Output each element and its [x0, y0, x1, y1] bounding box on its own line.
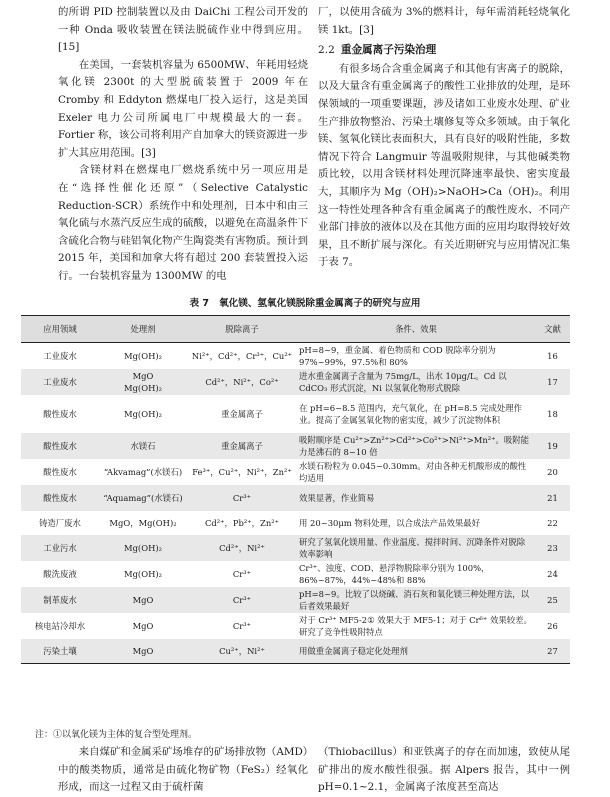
- cell-agent: MgO Mg(OH)₂: [99, 369, 187, 395]
- cell-agent: “Akvamag”(水镁石): [103, 467, 183, 477]
- cell-conditions: 水镁石粉粒为 0.045~0.30mm。对由各种无机酸形成的酸性均适用: [299, 461, 527, 483]
- cell-conditions: 用 20~30μm 物料处理，以合成法产品效果最好: [299, 518, 481, 528]
- bottom-right-column: [318, 744, 570, 797]
- cell-agent: “Aquamag”(水镁石): [99, 485, 187, 511]
- table-row: [21, 587, 570, 613]
- paragraph: 来自煤矿和金属采矿场堆存的矿场排放物（AMD）中的酸类物质，通常是由硫化物矿物（FeS₂）经氧化形成，而这一过程又由于硫杆菌: [58, 746, 308, 794]
- table-header-row: [21, 316, 570, 343]
- bottom-left-column: [58, 744, 308, 797]
- section-number: 2.2: [318, 44, 335, 57]
- cell-conditions: Cr³⁺、浊度、COD、悬浮物脱除率分别为 100%，86%~87%，44%~48%和 88%: [299, 563, 490, 585]
- section-title: 重金属离子污染治理: [340, 44, 437, 57]
- cell-conditions: 对于 Cr³⁺ MF5-2① 效果大于 MF5-1；对于 Cr⁶⁺ 效果较差。研究了竞争性吸附特点: [299, 615, 532, 637]
- table-row: [21, 535, 570, 561]
- table-row: [21, 613, 570, 639]
- table-title: 氧化镁、氢氧化镁脱除重金属离子的研究与应用: [219, 298, 421, 309]
- cell-ref: 19: [535, 433, 570, 459]
- cell-conditions: pH=8~9，重金属、着色物质和 COD 脱除率分别为 97%~99%，97.5%和 80%: [299, 345, 496, 367]
- table-row: [21, 639, 570, 663]
- cell-agent: MgO: [99, 639, 187, 663]
- cell-agent: Mg(OH)₂: [99, 535, 187, 561]
- right-column: [318, 4, 570, 272]
- paragraph: （Thiobacillus）和亚铁离子的存在而加速，致使从尾矿排出的废水酸性很强。据 Alpers 报告，其中一例 pH=0.1~2.1，金属离子浓度甚至高达: [318, 746, 570, 794]
- column-header: 条件、效果: [297, 316, 535, 343]
- cell-field: 工业废水: [43, 351, 77, 361]
- cell-field: 酸性废水: [43, 467, 77, 477]
- column-header: 文献: [535, 316, 570, 343]
- cell-agent: MgO: [132, 621, 154, 631]
- cell-agent: 水镁石: [99, 433, 187, 459]
- cell-conditions: 效果显著，作业简易: [297, 485, 535, 511]
- cell-ref: 20: [547, 467, 558, 477]
- cell-ions: Cr³⁺: [232, 621, 252, 631]
- table-body: [21, 343, 570, 664]
- column-header: 脱除离子: [187, 316, 297, 343]
- cell-conditions: pH=8~9。比较了以烧碱、消石灰和氧化镁三种处理方法，以后者效果最好: [297, 587, 535, 613]
- cell-agent: Mg(OH)₂: [124, 569, 162, 579]
- table-caption: [0, 295, 610, 309]
- table-note: 注：①以氧化镁为主体的复合型处理剂。: [35, 730, 198, 740]
- cell-agent: MgO: [99, 587, 187, 613]
- cell-ref: 22: [547, 518, 558, 528]
- cell-conditions: 在 pH=6~8.5 范围内，充气氧化，在 pH=8.5 完成处理作业。提高了金属氢氧化物的密实度，减少了沉淀物体积: [299, 403, 522, 425]
- paragraph: 有很多场合含重金属离子和其他有害离子的脱除，以及大量含有重金属离子的酸性工业排放的处理，是环保领域的一项重要课题，涉及诸如工业废水处理、矿业生产排放物整治、污染土壤修复等众多领域。由于氧化镁、氢氧化镁比表面积大，具有良好的吸附性能，多数情况下符合 Langmuir 等温吸附规律，与其他碱类物质比较，以用含镁材料处理沉降速率最快、密实度最大，其顺序为 Mg（OH)₂>NaOH>Ca（OH)₂。利用这一特性处理各种含有重金属离子的酸性废水、不同产业部门排放的液体以及在其他方面的应用均取得较好效果，且不断扩展与深化。有关近期研究与应用情况汇集于表 7。: [318, 62, 570, 269]
- cell-conditions: 吸附顺序是 Cu²⁺>Zn²⁺>Cd²⁺>Co²⁺>Ni²⁺>Mn²⁺。吸附能力是沸石的 8~10 倍: [297, 433, 535, 459]
- table-row: [21, 459, 570, 485]
- cell-ions: Fe³⁺，Cu²⁺，Ni²⁺，Zn²⁺: [192, 467, 292, 477]
- left-column: [58, 4, 308, 286]
- paragraph: 的所谓 PID 控制装置以及由 DaiChi 工程公司开发的一种 Onda 吸收装置在镁法脱硫作业中得到应用。[15]: [58, 6, 308, 54]
- column-header: 应用领域: [21, 316, 99, 343]
- cell-ions: Cd²⁺，Ni²⁺，Co²⁺: [187, 369, 297, 395]
- cell-ions: 重金属离子: [187, 433, 297, 459]
- cell-field: 铸造厂废水: [39, 518, 81, 528]
- cell-ref: 21: [535, 485, 570, 511]
- cell-conditions: 进水重金属离子含量为 75mg/L，出水 10μg/L。Cd 以 CdCO₃ 形式沉淀，Ni 以氢氧化物形式脱除: [297, 369, 535, 395]
- table-number: 表 7: [189, 298, 210, 309]
- cell-ions: Cr³⁺: [187, 485, 297, 511]
- cell-ref: 27: [535, 639, 570, 663]
- table-row: [21, 395, 570, 433]
- cell-field: 工业污水: [21, 535, 99, 561]
- cell-ions: Ni²⁺，Cd²⁺，Cr³⁺，Cu²⁺: [191, 351, 293, 361]
- cell-ref: 23: [535, 535, 570, 561]
- cell-agent: Mg(OH)₂: [124, 351, 162, 361]
- cell-ref: 16: [547, 351, 558, 361]
- cell-field: 制革废水: [21, 587, 99, 613]
- cell-ions: Cr³⁺: [187, 587, 297, 613]
- cell-field: 酸性废水: [43, 409, 77, 419]
- cell-ref: 26: [547, 621, 558, 631]
- cell-ions: Cu²⁺，Ni²⁺: [187, 639, 297, 663]
- cell-ions: Cd²⁺，Pb²⁺，Zn²⁺: [204, 518, 280, 528]
- cell-conditions: 用做重金属离子稳定化处理剂: [297, 639, 535, 663]
- cell-ref: 18: [547, 409, 558, 419]
- cell-field: 污染土壤: [21, 639, 99, 663]
- section-heading: [318, 42, 570, 60]
- table-row: [21, 369, 570, 395]
- cell-ions: 重金属离子: [221, 409, 263, 419]
- paragraph: 在美国，一套装机容量为 6500MW、年耗用轻烧氧化镁 2300t 的大型脱硫装置于 2009 年在 Cromby 和 Eddyton 燃煤电厂投入运行，这是美国 Exeler 电力公司所属电厂中规模最大的一套。Fortier 称，该公司将利用产自加拿大的镁资源进一步扩大其应用范围。[3]: [58, 58, 308, 159]
- cell-agent: MgO，Mg(OH)₂: [109, 518, 177, 528]
- cell-ref: 25: [535, 587, 570, 613]
- cell-field: 酸性废水: [21, 433, 99, 459]
- paragraph: 含镁材料在燃煤电厂燃烧系统中另一项应用是在“选择性催化还原”（Selective Catalystic Reduction-SCR）系统作中和处理剂，日本中和由三氧化硫与水蒸汽反应生成的硫酸，以避免在高温条件下含硫化合物与硅铝氧化物产生陶瓷类有害物质。预计到 2015 年，美国和加拿大将有超过 200 套装置投入运行。一台装机容量为 1300MW 的电: [58, 164, 308, 282]
- table-row: [21, 433, 570, 459]
- cell-ions: Cr³⁺: [232, 569, 252, 579]
- table-row: [21, 343, 570, 370]
- cell-field: 工业废水: [21, 369, 99, 395]
- data-table: [21, 315, 570, 664]
- column-header: 处理剂: [99, 316, 187, 343]
- table-row: [21, 561, 570, 587]
- paragraph: 厂，以使用含硫为 3%的燃料计，每年需消耗轻烧氧化镁 1kt。[3]: [318, 6, 570, 36]
- cell-ref: 17: [535, 369, 570, 395]
- cell-agent: Mg(OH)₂: [124, 409, 162, 419]
- table-row: [21, 485, 570, 511]
- cell-ions: Cd²⁺，Ni²⁺: [187, 535, 297, 561]
- cell-field: 核电站冷却水: [34, 621, 86, 631]
- cell-field: 酸洗废液: [43, 569, 77, 579]
- cell-ref: 24: [547, 569, 558, 579]
- cell-conditions: 研究了氢氧化镁用量、作业温度、搅拌时间、沉降条件对脱除效率影响: [297, 535, 535, 561]
- table-row: [21, 511, 570, 535]
- cell-field: 酸性废水: [21, 485, 99, 511]
